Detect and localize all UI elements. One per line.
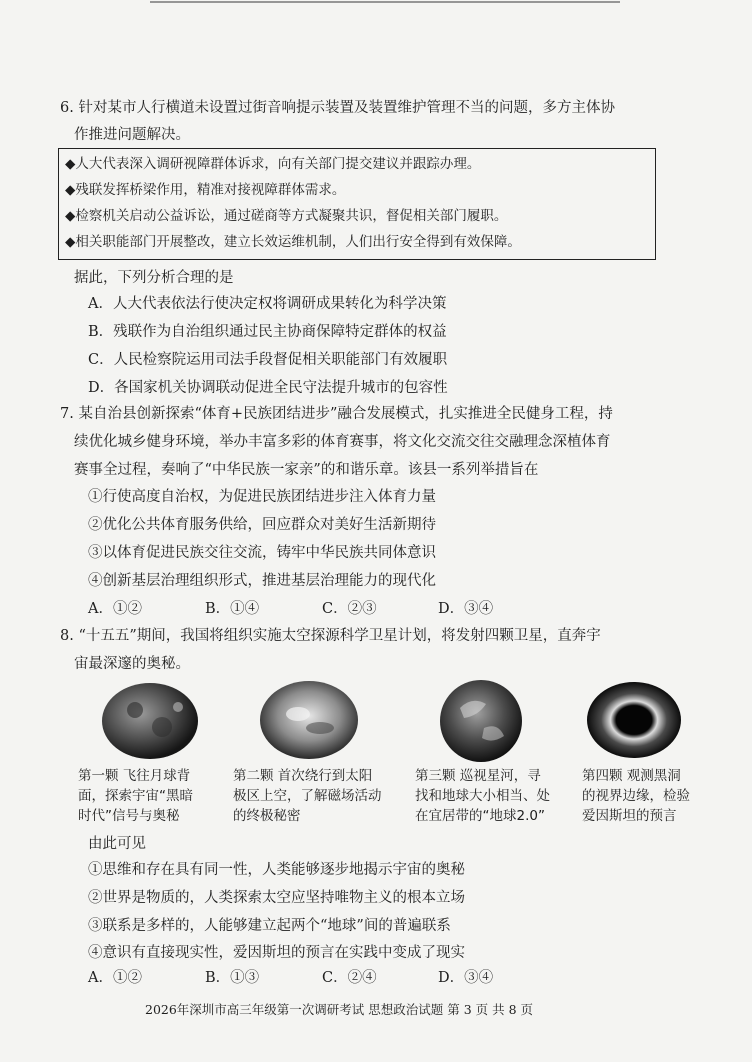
q8-item: ③联系是多样的，人能够建立起两个“地球”间的普遍联系: [88, 918, 451, 934]
q8-choice-b[interactable]: B．①③: [205, 970, 260, 986]
caption-2-line: 第二颗 首次绕行到太阳: [233, 768, 373, 784]
q7-item: ④创新基层治理组织形式，推进基层治理能力的现代化: [88, 573, 436, 589]
q6-prompt: 据此，下列分析合理的是: [74, 270, 234, 286]
q7-item: ②优化公共体育服务供给，回应群众对美好生活新期待: [88, 517, 436, 533]
q6-stem-line-1: 6. 针对某市人行横道未设置过街音响提示装置及装置维护管理不当的问题，多方主体协: [60, 100, 615, 116]
earth-image: [438, 678, 524, 764]
black-hole-image: [585, 680, 683, 760]
q8-choice-c[interactable]: C．②④: [322, 970, 377, 986]
q6-info-box: [58, 148, 656, 260]
q8-choice-d[interactable]: D．③④: [438, 970, 494, 986]
q8-stem-line-2: 宙最深邃的奥秘。: [74, 656, 190, 672]
q6-stem-line-2: 作推进问题解决。: [74, 127, 190, 143]
q6-option-b[interactable]: B．残联作为自治组织通过民主协商保障特定群体的权益: [88, 324, 447, 340]
q8-item: ②世界是物质的，人类探索太空应坚持唯物主义的根本立场: [88, 890, 465, 906]
q7-choice-b[interactable]: B．①④: [205, 601, 260, 617]
q6-box-item: ◆人大代表深入调研视障群体诉求，向有关部门提交建议并跟踪办理。: [65, 156, 481, 172]
caption-3-line: 在宜居带的“地球2.0”: [415, 808, 545, 824]
caption-2-line: 极区上空，了解磁场活动: [233, 788, 382, 804]
caption-3-line: 第三颗 巡视星河，寻: [415, 768, 541, 784]
q6-option-c[interactable]: C．人民检察院运用司法手段督促相关职能部门有效履职: [88, 352, 448, 368]
q7-stem-line: 赛事全过程，奏响了“中华民族一家亲”的和谐乐章。该县一系列举措旨在: [74, 462, 539, 478]
caption-4-line: 的视界边缘，检验: [582, 788, 690, 804]
sun-image: [258, 680, 360, 760]
q6-box-item: ◆相关职能部门开展整改，建立长效运维机制，人们出行安全得到有效保障。: [65, 234, 521, 250]
q6-box-item: ◆残联发挥桥梁作用，精准对接视障群体需求。: [65, 182, 346, 198]
q7-stem-line: 7. 某自治县创新探索“体育+民族团结进步”融合发展模式，扎实推进全民健身工程，持: [60, 406, 613, 422]
caption-1-line: 时代”信号与奥秘: [78, 808, 180, 824]
q7-choice-a[interactable]: A．①②: [88, 601, 142, 617]
caption-1-line: 面，探索宇宙“黑暗: [78, 788, 193, 804]
q6-option-d[interactable]: D．各国家机关协调联动促进全民守法提升城市的包容性: [88, 380, 448, 396]
q7-stem-line: 续优化城乡健身环境，举办丰富多彩的体育赛事，将文化交流交往交融理念深植体育: [74, 434, 611, 450]
q8-item: ④意识有直接现实性，爱因斯坦的预言在实践中变成了现实: [88, 945, 465, 961]
q8-choice-a[interactable]: A．①②: [88, 970, 142, 986]
q8-stem-line-1: 8. “十五五”期间，我国将组织实施太空探源科学卫星计划，将发射四颗卫星，直奔宇: [60, 628, 601, 644]
caption-3-line: 找和地球大小相当、处: [415, 788, 550, 804]
scan-edge: [0, 0, 752, 18]
q8-prompt: 由此可见: [88, 836, 146, 852]
q7-choice-c[interactable]: C．②③: [322, 601, 377, 617]
q7-choice-d[interactable]: D．③④: [438, 601, 494, 617]
page-footer: 2026年深圳市高三年级第一次调研考试 思想政治试题 第 3 页 共 8 页: [145, 1002, 534, 1017]
caption-1-line: 第一颗 飞往月球背: [78, 768, 191, 784]
q6-box-item: ◆检察机关启动公益诉讼，通过磋商等方式凝聚共识，督促相关部门履职。: [65, 208, 508, 224]
caption-4-line: 爱因斯坦的预言: [582, 808, 677, 824]
caption-4-line: 第四颗 观测黑洞: [582, 768, 681, 784]
q7-item: ①行使高度自治权，为促进民族团结进步注入体育力量: [88, 489, 436, 505]
caption-2-line: 的终极秘密: [233, 808, 301, 824]
moon-image: [100, 682, 200, 760]
q6-option-a[interactable]: A．人大代表依法行使决定权将调研成果转化为科学决策: [88, 296, 447, 312]
q8-item: ①思维和存在具有同一性，人类能够逐步地揭示宇宙的奥秘: [88, 862, 465, 878]
q7-item: ③以体育促进民族交往交流，铸牢中华民族共同体意识: [88, 545, 436, 561]
